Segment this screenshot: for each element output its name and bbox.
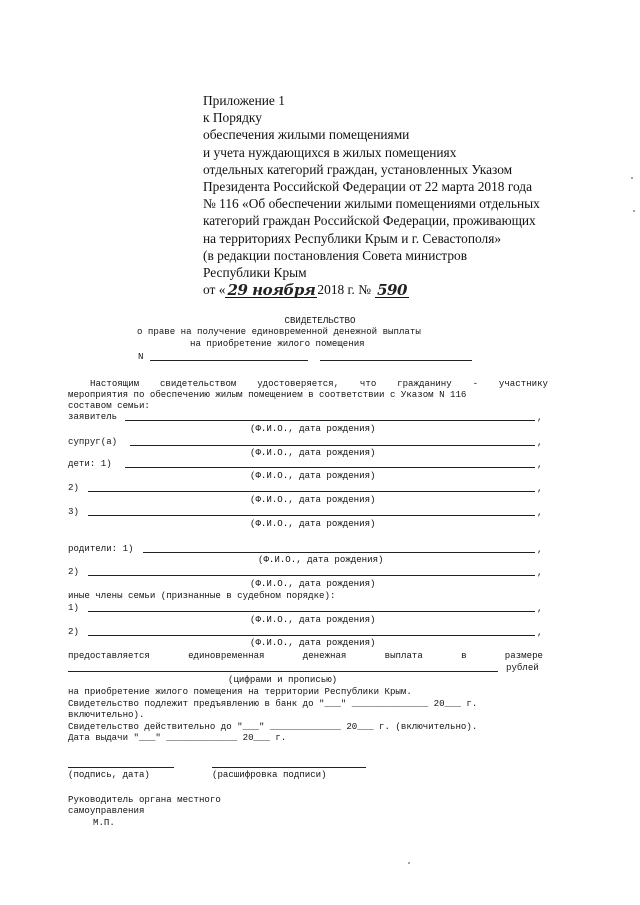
other-members-label: иные члены семьи (признанные в судебном порядке):: [68, 590, 336, 601]
other-2-field[interactable]: [88, 635, 535, 636]
intro-line: составом семьи:: [68, 400, 150, 411]
children-label: дети: 1): [68, 458, 112, 469]
appendix-header: [203, 92, 583, 298]
certificate-title: СВИДЕТЕЛЬСТВО: [284, 315, 356, 326]
appendix-line: на территориях Республики Крым и г. Севастополя»: [203, 230, 502, 246]
fio-hint: (Ф.И.О., дата рождения): [250, 578, 376, 589]
document-page: Приложение 1 к Порядку обеспечения жилыми помещениями и учета нуждающихся в жилых помещениях отдельных категорий граждан, установленных Указом Президента Российской Федерации от 22 марта 2018 года № 116 «Об обеспечении жилыми помещениями отдельных категорий граждан Российской Федерации, проживающих на территориях Республики Крым и г. Севастополя» (в редакции постановления Совета министров Республики Крым от « 29 ноября 2018 г. № 590 СВИДЕТЕЛЬСТВО о праве на получение единовременной денежной выплаты на приобретение жилого помещения N Настоящим свидетельством удостоверяется, что гражданину - участнику мероприятия по обеспечению жилым помещением в соответствии с Указом N 116 составом семьи: заявитель , (Ф.И.О., дата рождения) супруг(а) , (Ф.И.О., дата рождения) дети: 1) , (Ф.И.О., дата рождения) 2) , (Ф.И.О., дата рождения) 3) , (Ф.И.О., дата рождения) родители: 1) , (Ф.И.О., дата рождения) 2) , (Ф.И.О., дата рождения) иные члены семьи (признанные в судебном порядке): 1) , (Ф.И.О., дата рождения) 2) , (Ф.И.О., дата рождения) предоставляется единовременная денежная выплата в размере рублей (цифрами и прописью) на приобретение жилого помещения на территории Республики Крым. Свидетельство подлежит предъявлению в банк до "___" ______________ 20___ г. включительно). Свидетельство действительно до "___" _____________ 20___ г. (включительно). Дата выдачи "___" _____________ 20___ г. (подпись, дата) (расшифровка подписи) Руководитель органа местного самоуправления М.П.: [0, 0, 640, 905]
appendix-line: категорий граждан Российской Федерации, проживающих: [203, 213, 536, 229]
child-1-field[interactable]: [125, 467, 535, 468]
spouse-field[interactable]: [130, 445, 535, 446]
child-2-field[interactable]: [88, 491, 535, 492]
fio-hint: (Ф.И.О., дата рождения): [250, 423, 376, 434]
signature-decode-field[interactable]: [212, 767, 366, 768]
scan-speck: [633, 210, 635, 212]
scan-speck: [631, 177, 633, 179]
spouse-label: супруг(а): [68, 436, 118, 447]
scan-speck: [408, 862, 410, 864]
fio-hint: (Ф.И.О., дата рождения): [250, 494, 376, 505]
handwritten-number: 590: [375, 283, 409, 298]
signature-field[interactable]: [68, 767, 174, 768]
rubles-label: рублей: [506, 662, 539, 673]
validity-text: Свидетельство действительно до "___" _____________ 20___ г. (включительно).: [68, 721, 478, 732]
fio-hint: (Ф.И.О., дата рождения): [250, 518, 376, 529]
fio-hint: (Ф.И.О., дата рождения): [250, 447, 376, 458]
other-1-label: 1): [68, 602, 79, 613]
decode-hint: (расшифровка подписи): [212, 769, 327, 780]
stamp-place: М.П.: [93, 817, 115, 828]
applicant-label: заявитель: [68, 411, 118, 422]
other-1-field[interactable]: [88, 611, 535, 612]
appendix-line: и учета нуждающихся в жилых помещениях: [203, 144, 457, 160]
fio-hint: (Ф.И.О., дата рождения): [250, 637, 376, 648]
head-title: Руководитель органа местного: [68, 794, 221, 805]
appendix-line: № 116 «Об обеспечении жилыми помещениями отдельных: [203, 196, 540, 212]
purpose-text: на приобретение жилого помещения на территории Республики Крым.: [68, 686, 412, 697]
appendix-line: отдельных категорий граждан, установленных Указом: [203, 161, 513, 177]
certificate-number-label: N: [138, 351, 144, 362]
appendix-line: Приложение 1: [203, 93, 285, 108]
parent-1-field[interactable]: [143, 552, 535, 553]
fio-hint: (Ф.И.О., дата рождения): [250, 614, 376, 625]
fio-hint: (Ф.И.О., дата рождения): [258, 554, 384, 565]
handwritten-date: 29 ноября: [225, 283, 317, 298]
head-title: самоуправления: [68, 805, 145, 816]
bank-deadline-text: Свидетельство подлежит предъявлению в банк до "___" ______________ 20___ г.: [68, 698, 478, 709]
applicant-field[interactable]: [125, 420, 535, 421]
parents-label: родители: 1): [68, 543, 134, 554]
appendix-line: Республики Крым: [203, 265, 307, 281]
bank-deadline-cont: включительно).: [68, 709, 145, 720]
intro-line: Настоящим свидетельством удостоверяется, что гражданину - участнику: [90, 378, 548, 389]
decree-date-line: от « 29 ноября 2018 г. № 590: [203, 281, 583, 298]
amount-hint: (цифрами и прописью): [228, 674, 338, 685]
child-2-label: 2): [68, 482, 79, 493]
parent-2-label: 2): [68, 566, 79, 577]
certificate-subtitle: о праве на получение единовременной денежной выплаты: [137, 326, 421, 337]
child-3-field[interactable]: [88, 515, 535, 516]
appendix-line: к Порядку: [203, 110, 262, 126]
parent-2-field[interactable]: [88, 575, 535, 576]
appendix-line: обеспечения жилыми помещениями: [203, 127, 410, 143]
certificate-number-line[interactable]: [150, 360, 308, 361]
other-2-label: 2): [68, 626, 79, 637]
certificate-number-line[interactable]: [320, 360, 472, 361]
child-3-label: 3): [68, 506, 79, 517]
payment-line: предоставляется единовременная денежная выплата в размере: [68, 650, 543, 661]
appendix-line: (в редакции постановления Совета министров: [203, 247, 468, 263]
payment-amount-field[interactable]: [68, 671, 498, 672]
certificate-subtitle: на приобретение жилого помещения: [190, 338, 365, 349]
fio-hint: (Ф.И.О., дата рождения): [250, 470, 376, 481]
intro-line: мероприятия по обеспечению жилым помещением в соответствии с Указом N 116: [68, 389, 467, 400]
issue-date-text: Дата выдачи "___" _____________ 20___ г.: [68, 732, 287, 743]
appendix-line: Президента Российской Федерации от 22 марта 2018 года: [203, 179, 533, 195]
signature-hint: (подпись, дата): [68, 769, 150, 780]
